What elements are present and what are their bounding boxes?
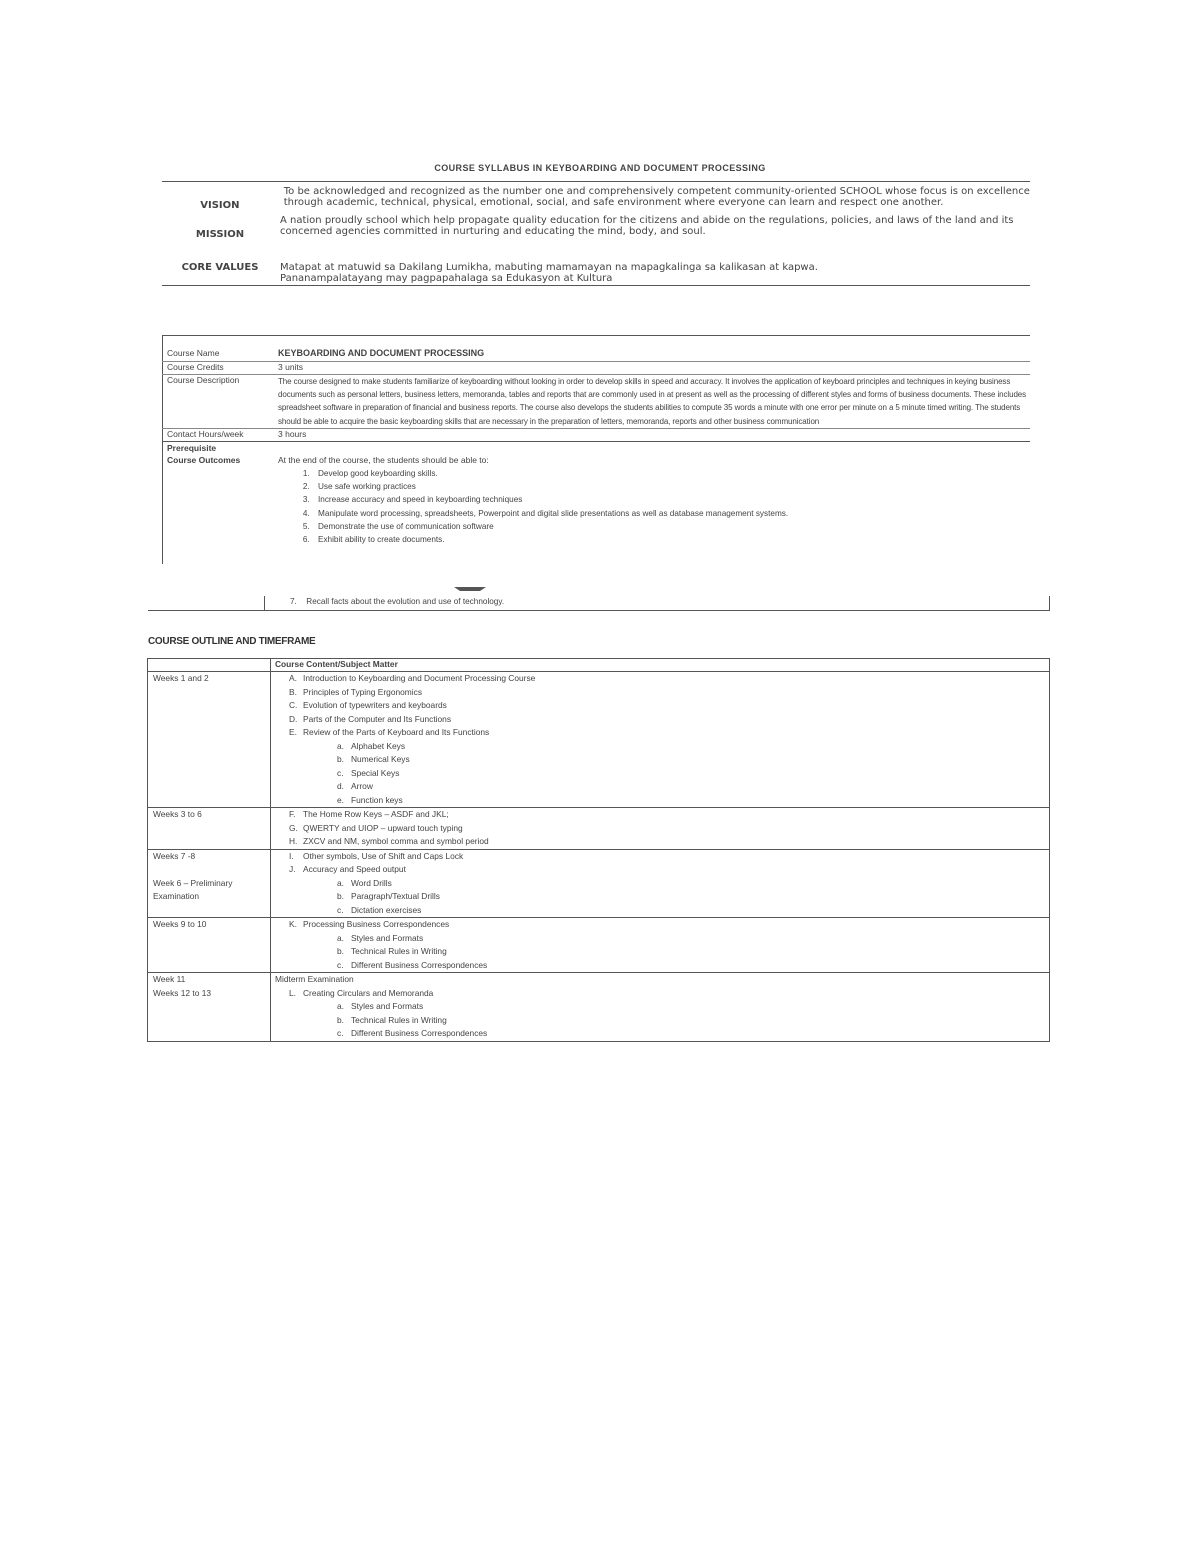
outline-row <box>148 918 1050 973</box>
mission-row <box>162 211 1030 240</box>
outline-item: I. Other symbols, Use of Shift and Caps Lock <box>289 850 464 861</box>
course-credits-row <box>162 362 1030 375</box>
week-label <box>153 863 270 877</box>
course-name-value: KEYBOARDING AND DOCUMENT PROCESSING <box>278 348 485 358</box>
outcome-7-text: Recall facts about the evolution and use of technology. <box>306 597 505 606</box>
school-logo-icon <box>452 586 488 592</box>
outcome-7 <box>290 597 504 606</box>
course-name-label: Course Name <box>167 348 220 358</box>
outline-item: F. The Home Row Keys – ASDF and JKL; <box>289 809 449 819</box>
mission-label: MISSION <box>195 229 245 240</box>
outline-item: G. QWERTY and UIOP – upward touch typing <box>289 822 463 833</box>
page-title: COURSE SYLLABUS IN KEYBOARDING AND DOCUMENT PROCESSING <box>434 163 766 173</box>
outcome-item: 4. Manipulate word processing, spreadsheets, Powerpoint and digital slide presentations as well as database management systems. <box>312 507 1030 520</box>
exam-label: Midterm Examination <box>275 974 354 984</box>
outline-row <box>148 672 1050 808</box>
outline-item: B. Principles of Typing Ergonomics <box>289 686 423 697</box>
outline-subitem: a. Word Drills <box>337 877 392 888</box>
core-values-line-2: Pananampalatayang may pagpapahalaga sa Edukasyon at Kultura <box>280 273 613 284</box>
course-description-label: Course Description <box>167 375 240 385</box>
week-label: Weeks 9 to 10 <box>153 919 207 929</box>
outline-subitem: a. Styles and Formats <box>337 932 424 943</box>
week-label: Weeks 1 and 2 <box>153 673 209 683</box>
weeks-cell <box>148 808 271 850</box>
outline-item: L. Creating Circulars and Memoranda <box>289 987 434 998</box>
weeks-cell <box>148 918 271 973</box>
week-label: Weeks 12 to 13 <box>153 987 212 998</box>
weeks-cell <box>148 672 271 808</box>
outcome-item: 3. Increase accuracy and speed in keyboarding techniques <box>312 493 1030 506</box>
course-outline-table <box>147 658 1050 1042</box>
outline-item: H. ZXCV and NM, symbol comma and symbol period <box>289 836 489 846</box>
outline-subitem: b. Technical Rules in Writing <box>337 1014 447 1025</box>
outline-subitem: e. Function keys <box>337 794 403 805</box>
content-cell <box>271 918 1050 973</box>
content-cell <box>271 808 1050 850</box>
vision-row <box>162 182 1030 211</box>
outline-item: J. Accuracy and Speed output <box>289 864 406 874</box>
course-name-row <box>162 348 1030 362</box>
core-values-line-1: Matapat at matuwid sa Dakilang Lumikha, mabuting mamamayan na mapagkalinga sa kalikasan at kapwa. <box>280 262 818 273</box>
outcome-item: 1. Develop good keyboarding skills. <box>312 467 1030 480</box>
outline-subitem: a. Styles and Formats <box>337 1001 424 1011</box>
week-label: Examination <box>153 891 200 901</box>
weeks-cell <box>148 849 271 918</box>
outcome-item: 6. Exhibit ability to create documents. <box>312 533 1030 546</box>
outline-subitem: c. Dictation exercises <box>337 904 422 915</box>
mission-text: A nation proudly school which help propagate quality education for the citizens and abide on the regulations, policies, and laws of the land and its concerned agencies committed in nurturing and educating the mind, body, and soul. <box>280 215 1014 237</box>
outline-row <box>148 808 1050 850</box>
course-description-value: The course designed to make students familiarize of keyboarding without looking in order to develop skills in speed and accuracy. It involves the application of keyboard principles and techniques in keying business documents such as personal letters, business letters, memoranda, tables and reports that are commonly used in at present as well as the processing of different styles and forms of business documents. These includes spreadsheet software in preparation of financial and business reports. The course also develops the students abilities to compute 35 words a minute with one error per minute on a 5 minute timed writing. The students should be able to acquire the basic keyboarding skills that are necessary in the preparation of letters, memoranda, reports and other business communication <box>278 377 1027 426</box>
outline-row <box>148 973 1050 1042</box>
course-outcomes-row <box>162 442 1030 547</box>
outline-subitem: d. Arrow <box>337 781 373 791</box>
outline-subitem: c. Special Keys <box>337 767 400 778</box>
outline-item: D. Parts of the Computer and Its Functions <box>289 713 452 724</box>
outcomes-list <box>278 467 1030 547</box>
content-cell <box>271 973 1050 1042</box>
week-label: Weeks 7 -8 <box>153 850 196 861</box>
vision-text: To be acknowledged and recognized as the number one and comprehensively competent community-oriented SCHOOL whose focus is on excellence through academic, technical, physical, emotional, social, and safe environment where everyone can learn and respect one another. <box>283 186 1030 208</box>
course-credits-label: Course Credits <box>167 362 224 372</box>
outline-item: K. Processing Business Correspondences <box>289 919 450 929</box>
outcome-7-marker: 7. <box>290 597 297 606</box>
outline-header-row <box>148 659 1050 672</box>
weeks-cell <box>148 973 271 1042</box>
content-cell <box>271 849 1050 918</box>
core-values-row <box>162 240 1030 285</box>
contact-hours-value: 3 hours <box>278 428 307 439</box>
core-values-label: CORE VALUES <box>181 262 259 273</box>
outline-subitem: b. Technical Rules in Writing <box>337 946 447 956</box>
content-cell <box>271 672 1050 808</box>
outline-heading: COURSE OUTLINE AND TIMEFRAME <box>148 636 316 647</box>
week-label: Week 6 – Preliminary <box>153 877 233 888</box>
week-label: Week 11 <box>153 974 186 984</box>
outcome-item: 5. Demonstrate the use of communication software <box>312 520 1030 533</box>
outline-subitem: a. Alphabet Keys <box>337 740 406 751</box>
course-description-row <box>162 375 1030 429</box>
content-header: Course Content/Subject Matter <box>271 659 1050 672</box>
outcome-7-row <box>148 594 1050 611</box>
contact-hours-row <box>162 429 1030 442</box>
outline-subitem: c. Different Business Correspondences <box>337 959 488 970</box>
outcome-item: 2. Use safe working practices <box>312 480 1030 493</box>
outline-item: A. Introduction to Keyboarding and Document Processing Course <box>289 673 536 683</box>
outline-item: C. Evolution of typewriters and keyboards <box>289 700 447 710</box>
outline-subitem: b. Numerical Keys <box>337 754 410 764</box>
outline-subitem: b. Paragraph/Textual Drills <box>337 891 440 901</box>
outline-row <box>148 849 1050 918</box>
course-outcomes-label: Course Outcomes <box>167 454 241 465</box>
week-label: Weeks 3 to 6 <box>153 809 202 819</box>
contact-hours-label: Contact Hours/week <box>167 428 244 439</box>
outline-item: E. Review of the Parts of Keyboard and Its Functions <box>289 727 490 737</box>
vision-mission-table <box>162 181 1030 286</box>
outline-subitem: c. Different Business Correspondences <box>337 1028 488 1038</box>
course-credits-value: 3 units <box>278 362 304 372</box>
vision-label: VISION <box>200 200 240 211</box>
course-info-table <box>162 335 1030 547</box>
outcomes-intro: At the end of the course, the students should be able to: <box>278 454 489 465</box>
prerequisite-label: Prerequisite <box>167 442 217 453</box>
